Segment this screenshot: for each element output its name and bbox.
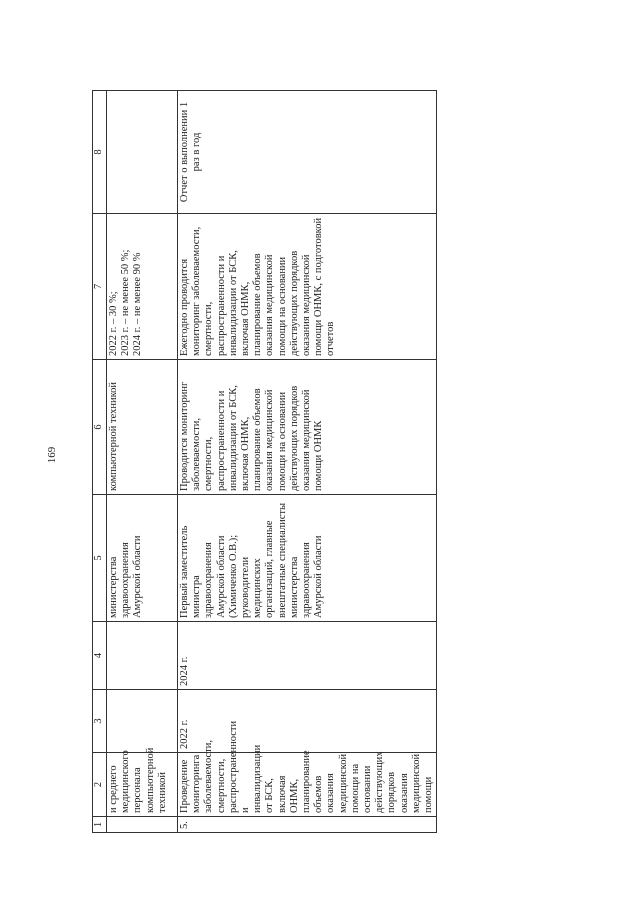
row-number-cell — [107, 817, 178, 833]
column-header: 5 — [93, 495, 107, 622]
header-row — [93, 91, 107, 833]
end-date-cell: 2024 г. — [178, 622, 437, 690]
measure-name-cell: Проведение мониторинга заболеваемости, смертности, распространенности и инвалидизации от БСК, включая ОНМК, планирование объемов оказания медицинской помощи на основании действующих порядков оказания медицинской помощи — [178, 753, 437, 817]
measure-name-cell: и среднего медицинского персонала компьютерной техникой — [107, 753, 178, 817]
rotated-table-container — [92, 91, 435, 833]
responsible-cell: министерства здравоохранения Амурской области — [107, 495, 178, 622]
start-date-cell — [107, 690, 178, 753]
end-date-cell — [107, 622, 178, 690]
table-row — [178, 91, 437, 833]
column-header: 3 — [93, 690, 107, 753]
page-number: 169 — [46, 446, 58, 464]
control-cell: Отчет о выполнении 1 раз в год — [178, 91, 437, 214]
result-cell: 2022 г. – 30 %; 2023 г. – не менее 50 %; 2024 г. – не менее 90 % — [107, 214, 178, 360]
column-header: 2 — [93, 753, 107, 817]
description-cell: компьютерной техникой — [107, 360, 178, 495]
control-cell — [107, 91, 178, 214]
column-header: 8 — [93, 91, 107, 214]
description-cell: Проводится мониторинг заболеваемости, смертности, распространенности и инвалидизации от БСК, включая ОНМК, планирование объемов оказания медицинской помощи на основании действующих порядков оказания медицинской помощи ОНМК — [178, 360, 437, 495]
column-header: 7 — [93, 214, 107, 360]
table-row — [107, 91, 178, 833]
column-header: 4 — [93, 622, 107, 690]
column-header: 1 — [93, 817, 107, 833]
column-header: 6 — [93, 360, 107, 495]
result-cell: Ежегодно проводится мониторинг заболеваемости, смертности, распространенности и инвалидизации от БСК, включая ОНМК, планирование объемов оказания медицинской помощи на основании действующих порядков оказания медицинской помощи ОНМК, с подготовкой отчетов — [178, 214, 437, 360]
responsible-cell: Первый заместитель министра здравоохранения Амурской области (Химиченко О.В.); руководители медицинских организаций, главные внештатные специалисты министерства здравоохранения Амурской области — [178, 495, 437, 622]
start-date-cell: 2022 г. — [178, 690, 437, 753]
measures-table — [92, 90, 437, 833]
row-number-cell: 5. — [178, 817, 437, 833]
